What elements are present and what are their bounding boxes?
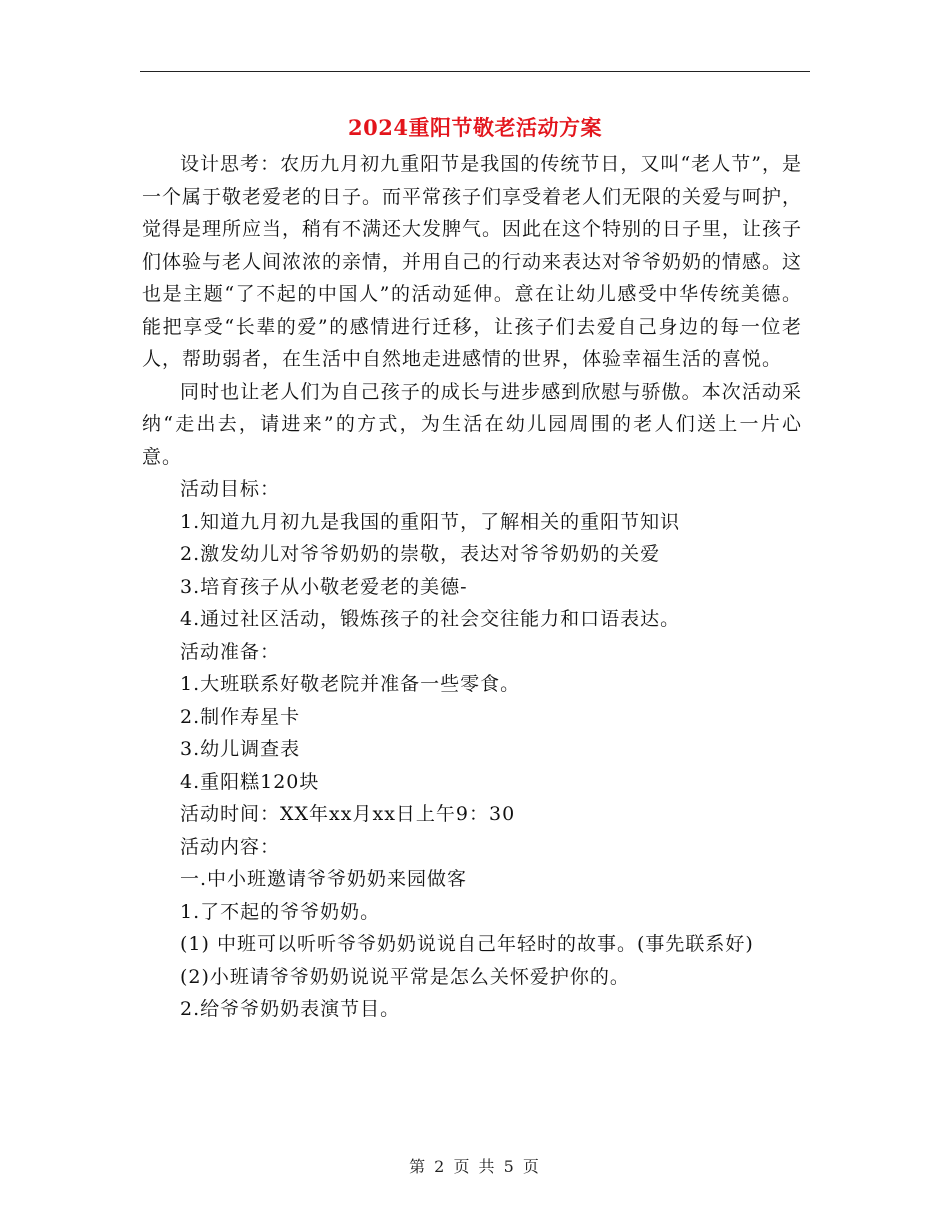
paragraph-elder-pride: 同时也让老人们为自己孩子的成长与进步感到欣慰与骄傲。本次活动采纳“走出去，请进来”的方式，为生活在幼儿园周围的老人们送上一片心意。 [142,380,802,468]
preparation-item: 4.重阳糕120块 [180,770,320,793]
content-subitem: (1) 中班可以听听爷爷奶奶说说自己年轻时的故事。(事先联系好) [180,933,754,955]
document-title: 2024重阳节敬老活动方案 [348,115,602,140]
preparation-item: 1.大班联系好敬老院并准备一些零食。 [180,673,521,695]
content-item: 1.了不起的爷爷奶奶。 [180,900,381,923]
goal-item: 3.培育孩子从小敬老爱老的美德- [180,575,468,598]
preparation-item: 2.制作寿星卡 [180,705,301,728]
goal-item: 2.激发幼儿对爷爷奶奶的崇敬，表达对爷爷奶奶的关爱 [180,543,661,565]
header-rule [140,71,810,72]
content-subheading: 一.中小班邀请爷爷奶奶来园做客 [180,868,468,890]
content-subitem: (2)小班请爷爷奶奶说说平常是怎么关怀爱护你的。 [180,965,630,988]
paragraph-design-thinking: 设计思考：农历九月初九重阳节是我国的传统节日，又叫“老人节”，是一个属于敬老爱老的日子。而平常孩子们享受着老人们无限的关爱与呵护，觉得是理所应当，稍有不满还大发脾气。因此在这个特别的日子里，让孩子们体验与老人间浓浓的亲情，并用自己的行动来表达对爷爷奶奶的情感。这也是主题“了不起的中国人”的活动延伸。意在让幼儿感受中华传统美德。能把享受“长辈的爱”的感情进行迁移，让孩子们去爱自己身边的每一位老人，帮助弱者，在生活中自然地走进感情的世界，体验幸福生活的喜悦。 [142,153,803,370]
section-heading-goals: 活动目标： [180,478,281,500]
content-item: 2.给爷爷奶奶表演节目。 [180,998,401,1020]
page-footer: 第 2 页 共 5 页 [409,1157,541,1176]
document-body [142,148,802,1026]
section-heading-content: 活动内容： [180,835,281,858]
goal-item: 4.通过社区活动，锻炼孩子的社会交往能力和口语表达。 [180,608,681,630]
activity-time: 活动时间：XX年xx月xx日上午9：30 [180,803,516,825]
goal-item: 1.知道九月初九是我国的重阳节，了解相关的重阳节知识 [180,510,681,533]
section-heading-preparation: 活动准备： [180,640,281,663]
preparation-item: 3.幼儿调查表 [180,738,301,760]
